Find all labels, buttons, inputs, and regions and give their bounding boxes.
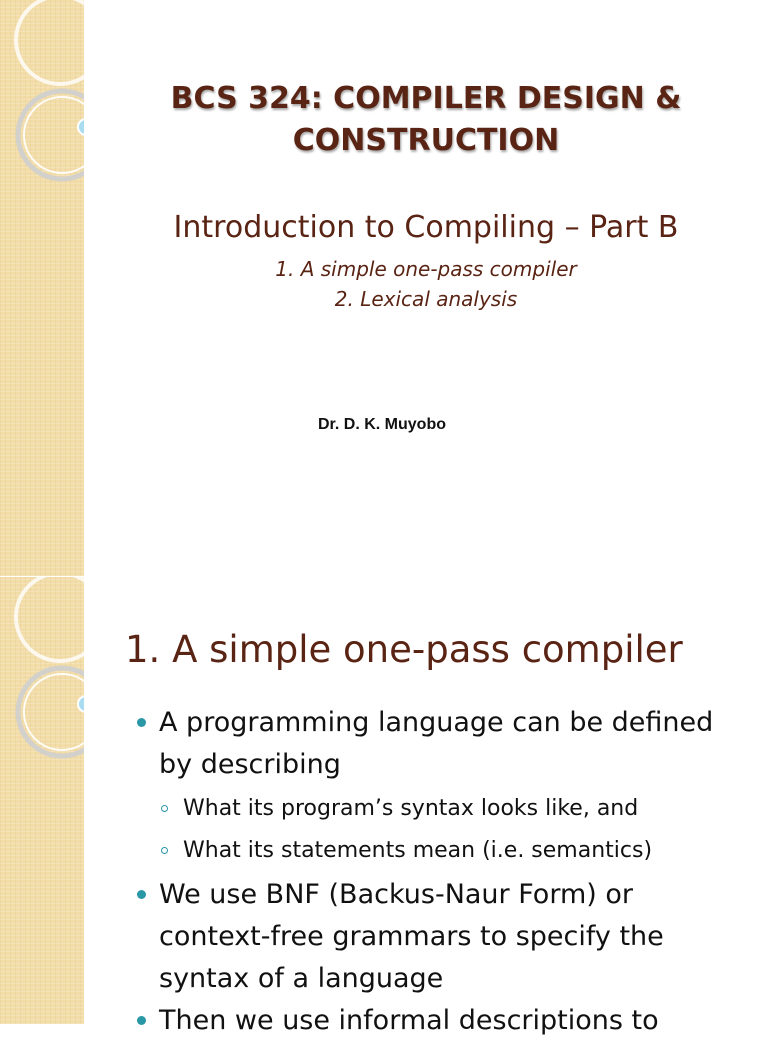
sub-bullet-ring-icon <box>161 805 168 812</box>
content-slide-title: 1. A simple one-pass compiler <box>125 628 683 671</box>
slide-subtitle: Introduction to Compiling – Part B <box>173 210 679 245</box>
author-name: Dr. D. K. Muyobo <box>318 416 446 433</box>
sub-bullet-item <box>183 788 753 830</box>
bullet-line: context-free grammars to specify the <box>159 921 664 952</box>
bullet-dot-icon <box>137 718 146 727</box>
bullet-line: syntax of a language <box>159 963 444 994</box>
bullet-line: A programming language can be defined <box>159 707 714 738</box>
bullet-line: Then we use informal descriptions to <box>159 1005 659 1036</box>
sub-bullet-item <box>183 830 753 872</box>
agenda-item-1: 1. A simple one-pass compiler <box>275 257 577 281</box>
bullet-line: by describing <box>159 749 341 780</box>
agenda-item-2: 2. Lexical analysis <box>334 287 518 311</box>
slide-title-line2: CONSTRUCTION <box>292 123 560 158</box>
slide-title-line1: BCS 324: COMPILER DESIGN & <box>170 81 682 116</box>
bullet-line: We use BNF (Backus-Naur Form) or <box>159 879 633 910</box>
bullet-item <box>159 702 749 786</box>
sub-bullet-line: What its statements mean (i.e. semantics) <box>183 838 653 863</box>
bullet-item <box>159 874 749 1000</box>
sub-bullet-ring-icon <box>161 847 168 854</box>
sub-bullet-line: What its program’s syntax looks like, and <box>183 796 639 821</box>
bullet-item <box>159 1000 749 1042</box>
bullet-dot-icon <box>137 890 146 899</box>
